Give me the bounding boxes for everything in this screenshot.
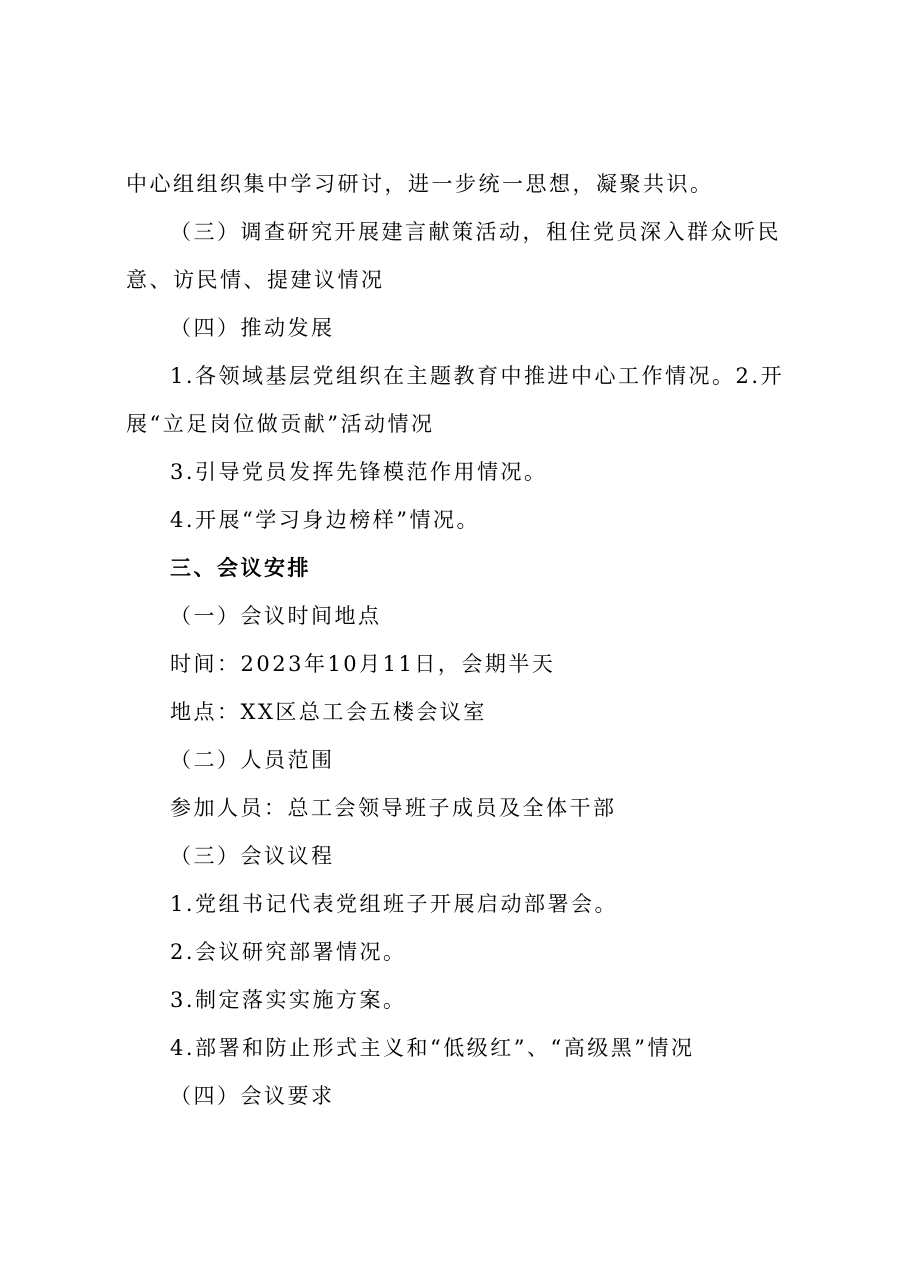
participants: 参加人员：总工会领导班子成员及全体干部 [170, 796, 617, 820]
subheading: （四）推动发展 [170, 316, 335, 340]
subheading: （四）会议要求 [170, 1084, 335, 1108]
section-heading: 三、会议安排 [170, 555, 311, 580]
list-item: 2.会议研究部署情况。 [170, 940, 407, 964]
list-item: 3.引导党员发挥先锋模范作用情况。 [170, 460, 548, 484]
meeting-location: 地点：XX区总工会五楼会议室 [170, 700, 487, 724]
list-item: 1.各领域基层党组织在主题教育中推进中心工作情况。2.开 [170, 364, 785, 388]
list-item: 1.党组书记代表党组班子开展启动部署会。 [170, 892, 619, 916]
list-item-continuation: 展“立足岗位做贡献”活动情况 [126, 412, 435, 436]
list-item: 3.制定落实实施方案。 [170, 988, 407, 1012]
subheading: （二）人员范围 [170, 748, 335, 772]
subheading: （三）会议议程 [170, 844, 335, 868]
subheading: （一）会议时间地点 [170, 604, 382, 628]
list-item: 4.开展“学习身边榜样”情况。 [170, 508, 481, 532]
paragraph-line: 中心组组织集中学习研讨，进一步统一思想，凝聚共识。 [126, 172, 714, 196]
meeting-time: 时间：2023年10月11日，会期半天 [170, 652, 556, 676]
list-item: 4.部署和防止形式主义和“低级红”、“高级黑”情况 [170, 1036, 695, 1060]
paragraph-line: （三）调查研究开展建言献策活动，租住党员深入群众听民 [170, 220, 781, 244]
paragraph-line: 意、访民情、提建议情况 [126, 268, 385, 292]
